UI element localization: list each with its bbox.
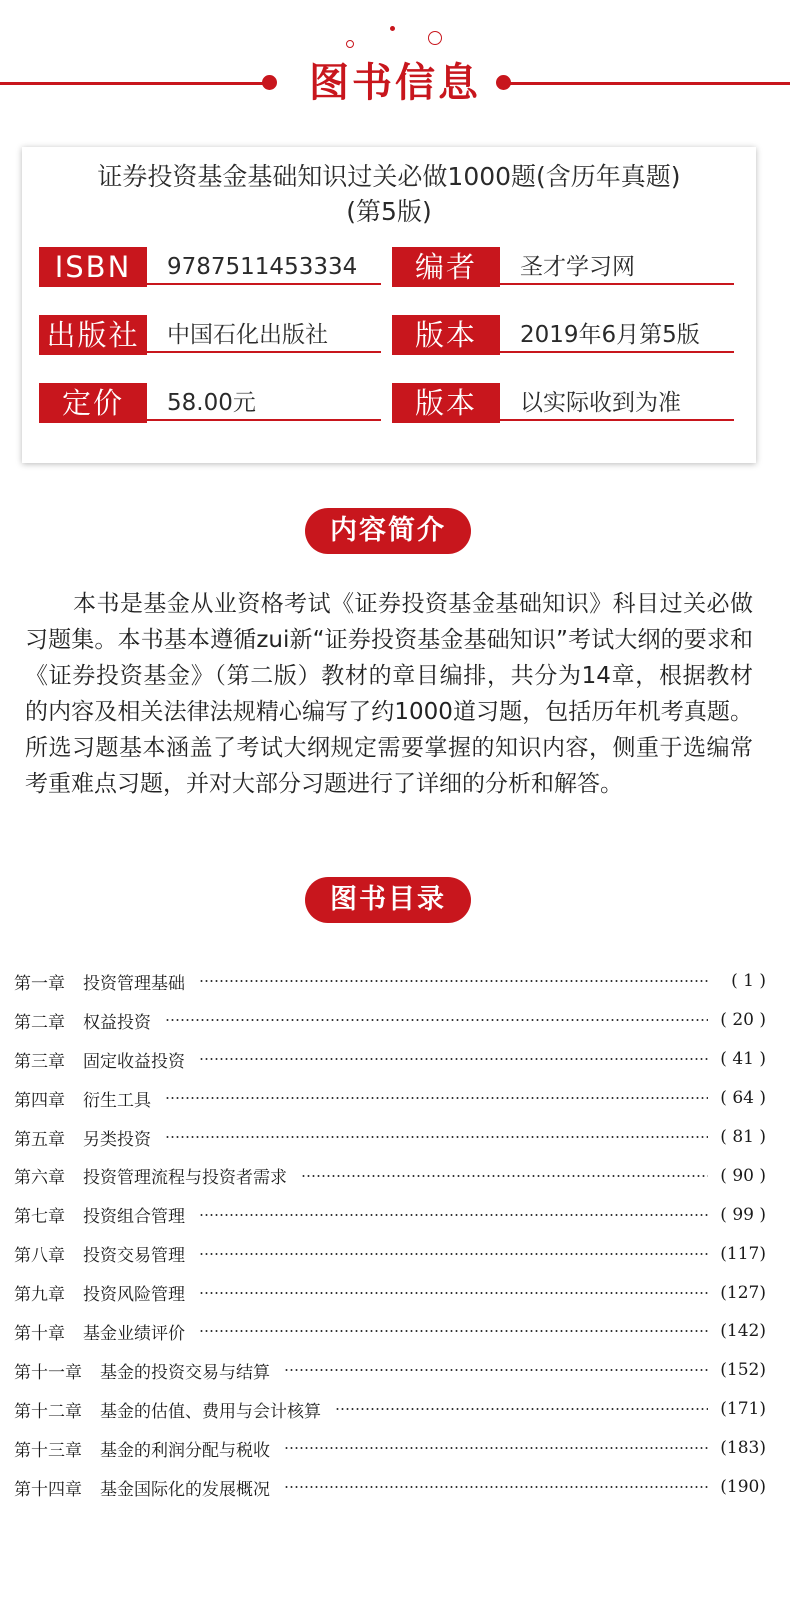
toc-chapter-number: 第八章 — [14, 1246, 65, 1267]
toc-leader-dots — [284, 1447, 708, 1449]
toc-chapter-number: 第四章 — [14, 1090, 65, 1111]
toc-row — [14, 1156, 766, 1195]
toc-leader-dots — [199, 980, 708, 982]
toc-leader-dots — [199, 1058, 708, 1060]
toc-chapter-number: 第十四章 — [14, 1479, 82, 1500]
toc-page-number: (171) — [720, 1399, 766, 1420]
toc-row — [14, 1001, 766, 1040]
toc-chapter-number: 第十三章 — [14, 1440, 82, 1461]
decor-circle — [428, 31, 442, 45]
toc-leader-dots — [199, 1253, 708, 1255]
field-editor — [392, 247, 734, 287]
field-edition — [392, 315, 734, 355]
toc-chapter-name: 投资管理基础 — [83, 973, 185, 994]
book-title-line1: 证券投资基金基础知识过关必做1000题(含历年真题) — [97, 162, 681, 191]
toc-chapter-name: 基金业绩评价 — [83, 1323, 185, 1344]
toc-row — [14, 1040, 766, 1079]
toc-chapter-name: 权益投资 — [83, 1012, 151, 1033]
toc-page-number: ( 41 ) — [720, 1049, 766, 1070]
toc-row — [14, 1429, 766, 1468]
toc-chapter-name: 投资管理流程与投资者需求 — [83, 1168, 287, 1189]
toc-row — [14, 1118, 766, 1157]
section-header — [0, 0, 790, 130]
toc-row — [14, 1468, 766, 1507]
toc-row — [14, 1195, 766, 1234]
field-value: 中国石化出版社 — [147, 315, 381, 353]
field-isbn — [39, 247, 381, 287]
toc-chapter-name: 衍生工具 — [83, 1090, 151, 1111]
field-label: 编者 — [392, 247, 500, 287]
toc-row — [14, 1273, 766, 1312]
toc-leader-dots — [199, 1330, 708, 1332]
toc-leader-dots — [335, 1408, 708, 1410]
toc-row — [14, 1312, 766, 1351]
toc-page-number: (117) — [720, 1243, 766, 1264]
field-publisher — [39, 315, 381, 355]
page-title: 图书信息 — [309, 60, 481, 106]
toc-leader-dots — [199, 1292, 708, 1294]
toc-page-number: (183) — [720, 1438, 766, 1459]
field-value: 58.00元 — [147, 383, 381, 421]
toc-leader-dots — [165, 1097, 708, 1099]
toc-chapter-name: 投资风险管理 — [83, 1285, 185, 1306]
toc-row — [14, 1390, 766, 1429]
book-title-line2: (第5版) — [346, 197, 432, 226]
toc-chapter-number: 第六章 — [14, 1168, 65, 1189]
field-value: 圣才学习网 — [500, 247, 734, 285]
toc-heading: 图书目录 — [305, 877, 471, 923]
toc-page-number: ( 20 ) — [720, 1010, 766, 1031]
field-value: 2019年6月第5版 — [500, 315, 734, 353]
toc-chapter-number: 第十章 — [14, 1323, 65, 1344]
intro-heading: 内容简介 — [305, 508, 471, 554]
toc-chapter-name: 另类投资 — [83, 1129, 151, 1150]
toc-chapter-name: 基金的投资交易与结算 — [100, 1362, 270, 1383]
toc-chapter-name: 基金的估值、费用与会计核算 — [100, 1401, 321, 1422]
toc-page-number: (127) — [720, 1282, 766, 1303]
decor-circle — [390, 26, 395, 31]
field-label: 版本 — [392, 383, 500, 423]
field-edition-note — [392, 383, 734, 423]
toc-page-number: (142) — [720, 1321, 766, 1342]
toc-chapter-name: 投资交易管理 — [83, 1246, 185, 1267]
toc-page-number: ( 1 ) — [731, 971, 766, 992]
toc-chapter-number: 第十一章 — [14, 1362, 82, 1383]
toc-chapter-number: 第五章 — [14, 1129, 65, 1150]
toc-leader-dots — [284, 1369, 708, 1371]
toc-chapter-number: 第二章 — [14, 1012, 65, 1033]
toc-leader-dots — [165, 1136, 708, 1138]
intro-text: 本书是基金从业资格考试《证券投资基金基础知识》科目过关必做习题集。本书基本遵循zui新“证券投资基金基础知识”考试大纲的要求和《证券投资基金》（第二版）教材的章目编排，共分为14章，根据教材的内容及相关法律法规精心编写了约1000道习题，包括历年机考真题。所选习题基本涵盖了考试大纲规定需要掌握的知识内容，侧重于选编常考重难点习题，并对大部分习题进行了详细的分析和解答。 — [25, 591, 753, 797]
field-label: 版本 — [392, 315, 500, 355]
toc-row — [14, 962, 766, 1001]
toc-row — [14, 1079, 766, 1118]
book-info-card — [22, 147, 756, 463]
toc-chapter-name: 投资组合管理 — [83, 1207, 185, 1228]
toc-leader-dots — [284, 1486, 708, 1488]
table-of-contents — [14, 962, 766, 1506]
toc-leader-dots — [199, 1214, 708, 1216]
toc-chapter-number: 第七章 — [14, 1207, 65, 1228]
toc-page-number: (190) — [720, 1477, 766, 1498]
field-label: 出版社 — [39, 315, 147, 355]
toc-chapter-name: 基金的利润分配与税收 — [100, 1440, 270, 1461]
toc-row — [14, 1234, 766, 1273]
toc-page-number: ( 99 ) — [720, 1204, 766, 1225]
field-value: 以实际收到为准 — [500, 383, 734, 421]
toc-chapter-name: 基金国际化的发展概况 — [100, 1479, 270, 1500]
field-label: 定价 — [39, 383, 147, 423]
field-price — [39, 383, 381, 423]
book-title — [22, 159, 756, 229]
field-label: ISBN — [39, 247, 147, 287]
toc-chapter-number: 第十二章 — [14, 1401, 82, 1422]
toc-leader-dots — [165, 1019, 708, 1021]
toc-page-number: (152) — [720, 1360, 766, 1381]
field-value: 9787511453334 — [147, 247, 381, 285]
toc-leader-dots — [301, 1175, 708, 1177]
toc-page-number: ( 64 ) — [720, 1088, 766, 1109]
decor-circle — [346, 40, 354, 48]
toc-chapter-number: 第九章 — [14, 1285, 65, 1306]
toc-chapter-number: 第三章 — [14, 1051, 65, 1072]
toc-row — [14, 1351, 766, 1390]
toc-page-number: ( 90 ) — [720, 1165, 766, 1186]
toc-chapter-number: 第一章 — [14, 973, 65, 994]
toc-page-number: ( 81 ) — [720, 1127, 766, 1147]
toc-chapter-name: 固定收益投资 — [83, 1051, 185, 1072]
